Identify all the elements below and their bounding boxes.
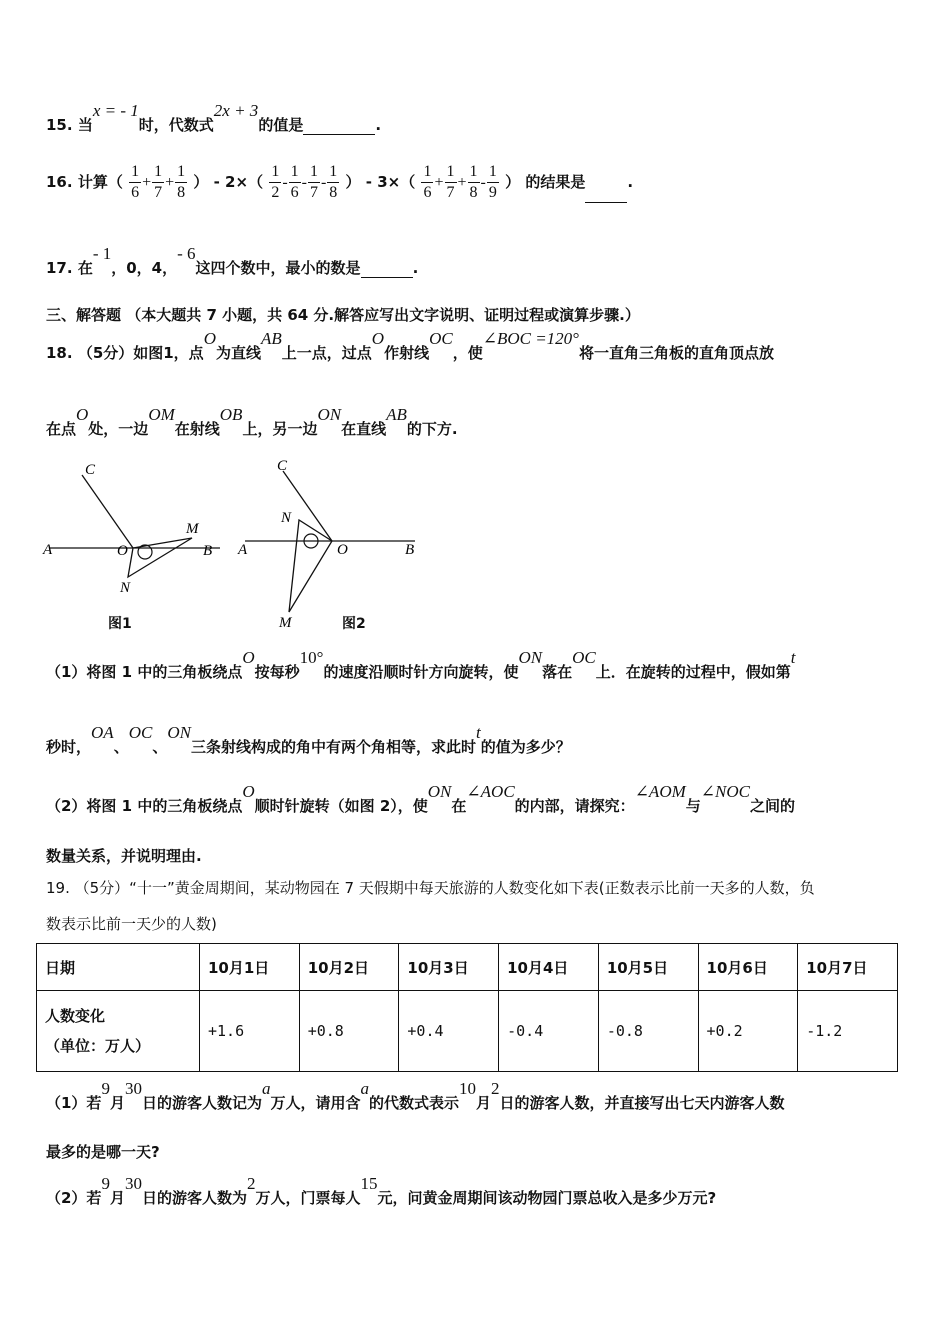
denominator: 9 bbox=[488, 184, 497, 201]
fraction bbox=[175, 162, 187, 203]
numerator: 1 bbox=[421, 162, 433, 183]
question-16: 16. 计算（ $\frac{1}{6}$ + $\frac{1}{7}$ + $\frac{1}{8}$ ） - 2×（ $\frac{1}{2}$ - $\frac{1}{6}$ - $\frac{1}{7}$ - $\frac{1}{8}$ ） - 3×（ $\frac{1}{6}$ + $\frac{1}{7}$ + $\frac{1}{8}$ - $\frac{1}{9}$ ） 的结果是 . bbox=[46, 163, 634, 201]
fraction bbox=[487, 162, 499, 203]
fraction bbox=[445, 162, 457, 203]
ray-oc bbox=[82, 475, 133, 548]
header-cell: 10月3日 bbox=[399, 944, 499, 991]
numerator: 1 bbox=[269, 162, 281, 183]
denominator: 8 bbox=[469, 184, 478, 201]
answer-blank bbox=[585, 202, 627, 203]
question-18-part-1-cont: 秒时，OA、OC、ON三条射线构成的角中有两个角相等，求此时t的值为多少？ bbox=[46, 723, 571, 756]
value-cell: -1.2 bbox=[798, 991, 898, 1072]
question-18-part-2-cont: 数量关系，并说明理由. bbox=[46, 847, 202, 865]
question-19-part-2: （2）若9月30日的游客人数为2万人，门票每人15元，问黄金周期间该动物园门票总收入是多少万元? bbox=[46, 1174, 717, 1207]
denominator: 8 bbox=[329, 184, 338, 201]
fraction-group-3 bbox=[420, 163, 499, 201]
fraction bbox=[289, 162, 301, 203]
operator: - bbox=[301, 174, 307, 191]
visitor-change-table bbox=[36, 943, 898, 1072]
denominator: 6 bbox=[290, 184, 299, 201]
fraction bbox=[421, 162, 433, 203]
numerator: 1 bbox=[152, 162, 164, 183]
operator: + bbox=[142, 174, 152, 191]
fraction bbox=[269, 162, 281, 203]
answer-blank bbox=[361, 277, 413, 278]
label-n: N bbox=[120, 580, 131, 596]
question-19-intro-cont: 数表示比前一天少的人数) bbox=[46, 915, 217, 933]
operator: + bbox=[457, 174, 467, 191]
header-cell: 日期 bbox=[37, 944, 200, 991]
operator: + bbox=[434, 174, 444, 191]
label-c: C bbox=[277, 458, 288, 474]
denominator: 2 bbox=[271, 184, 280, 201]
figure-1-caption: 图1 bbox=[108, 616, 132, 632]
row-label-cell: 人数变化 （单位：万人） bbox=[37, 991, 200, 1072]
denominator: 6 bbox=[131, 184, 140, 201]
fraction bbox=[152, 162, 164, 203]
ray-oc bbox=[283, 471, 332, 541]
question-18-line-1: 18. （5分）如图1，点O为直线AB上一点，过点O作射线OC，使∠BOC =120°将一直角三角板的直角顶点放 bbox=[46, 329, 774, 362]
value-cell: +0.4 bbox=[399, 991, 499, 1072]
fraction bbox=[129, 162, 141, 203]
numerator: 1 bbox=[445, 162, 457, 183]
label-n: N bbox=[281, 510, 292, 526]
numerator: 1 bbox=[487, 162, 499, 183]
denominator: 7 bbox=[154, 184, 163, 201]
denominator: 7 bbox=[309, 184, 318, 201]
header-cell: 10月7日 bbox=[798, 944, 898, 991]
operator: + bbox=[165, 174, 175, 191]
question-18-part-1: （1）将图 1 中的三角板绕点O按每秒10°的速度沿顺时针方向旋转，使ON落在OC上．在旋转的过程中，假如第t bbox=[46, 648, 796, 681]
answer-blank bbox=[303, 134, 375, 135]
numerator: 1 bbox=[129, 162, 141, 183]
question-15: 15. 当x = - 1时，代数式2x + 3的值是 . bbox=[46, 101, 382, 134]
numerator: 1 bbox=[468, 162, 480, 183]
denominator: 8 bbox=[177, 184, 186, 201]
operator: - bbox=[480, 174, 486, 191]
question-19-part-1-cont: 最多的是哪一天? bbox=[46, 1143, 160, 1161]
denominator: 7 bbox=[446, 184, 455, 201]
label-b: B bbox=[203, 543, 213, 559]
question-19-part-1: （1）若9月30日的游客人数记为a万人，请用含a的代数式表示10月2日的游客人数，并直接写出七天内游客人数 bbox=[46, 1079, 785, 1112]
value-cell: +0.2 bbox=[698, 991, 798, 1072]
header-cell: 10月4日 bbox=[499, 944, 599, 991]
fraction bbox=[327, 162, 339, 203]
ruler-hole bbox=[138, 545, 152, 559]
question-18-line-2: 在点O处，一边OM在射线OB上，另一边ON在直线AB的下方. bbox=[46, 405, 458, 438]
label-a: A bbox=[238, 542, 248, 558]
triangle-ruler bbox=[128, 538, 192, 577]
label-b: B bbox=[405, 542, 415, 558]
label-o: O bbox=[337, 542, 348, 558]
numerator: 1 bbox=[289, 162, 301, 183]
label-o: O bbox=[117, 543, 128, 559]
numerator: 1 bbox=[308, 162, 320, 183]
fraction-group-2 bbox=[268, 163, 340, 201]
header-cell: 10月2日 bbox=[299, 944, 399, 991]
table-row bbox=[37, 991, 898, 1072]
label-m: M bbox=[186, 521, 199, 537]
figure-2 bbox=[235, 455, 425, 630]
numerator: 1 bbox=[327, 162, 339, 183]
question-18-part-2: （2）将图 1 中的三角板绕点O顺时针旋转（如图 2），使ON在∠AOC的内部，请探究：∠AOM与∠NOC之间的 bbox=[46, 782, 795, 815]
question-17: 17. 在- 1，0，4，- 6这四个数中，最小的数是 . bbox=[46, 244, 419, 277]
fraction-group-1 bbox=[128, 163, 188, 201]
table-header-row bbox=[37, 944, 898, 991]
question-19-intro: 19. （5分）“十一”黄金周期间，某动物园在 7 天假期中每天旅游的人数变化如下表(正数表示比前一天多的人数，负 bbox=[46, 879, 815, 897]
label-c: C bbox=[85, 462, 96, 478]
figure-1 bbox=[40, 455, 230, 615]
header-cell: 10月1日 bbox=[200, 944, 300, 991]
operator: - bbox=[320, 174, 327, 191]
numerator: 1 bbox=[175, 162, 187, 183]
figure-2-caption: 图2 bbox=[342, 616, 366, 632]
value-cell: -0.4 bbox=[499, 991, 599, 1072]
fraction bbox=[308, 162, 320, 203]
math-value: - 1 bbox=[92, 244, 112, 263]
value-cell: -0.8 bbox=[598, 991, 698, 1072]
section-3-title: 三、解答题 （本大题共 7 小题，共 64 分.解答应写出文字说明、证明过程或演算步骤.） bbox=[46, 306, 640, 324]
value-cell: +0.8 bbox=[299, 991, 399, 1072]
label-m: M bbox=[279, 615, 292, 630]
fraction bbox=[468, 162, 480, 203]
math-condition: x = - 1 bbox=[92, 101, 139, 120]
math-value: - 6 bbox=[177, 244, 196, 263]
header-cell: 10月5日 bbox=[598, 944, 698, 991]
value-cell: +1.6 bbox=[200, 991, 300, 1072]
header-cell: 10月6日 bbox=[698, 944, 798, 991]
label-a: A bbox=[43, 542, 53, 558]
operator: - bbox=[282, 174, 288, 191]
math-expression: 2x + 3 bbox=[213, 101, 259, 120]
denominator: 6 bbox=[423, 184, 432, 201]
